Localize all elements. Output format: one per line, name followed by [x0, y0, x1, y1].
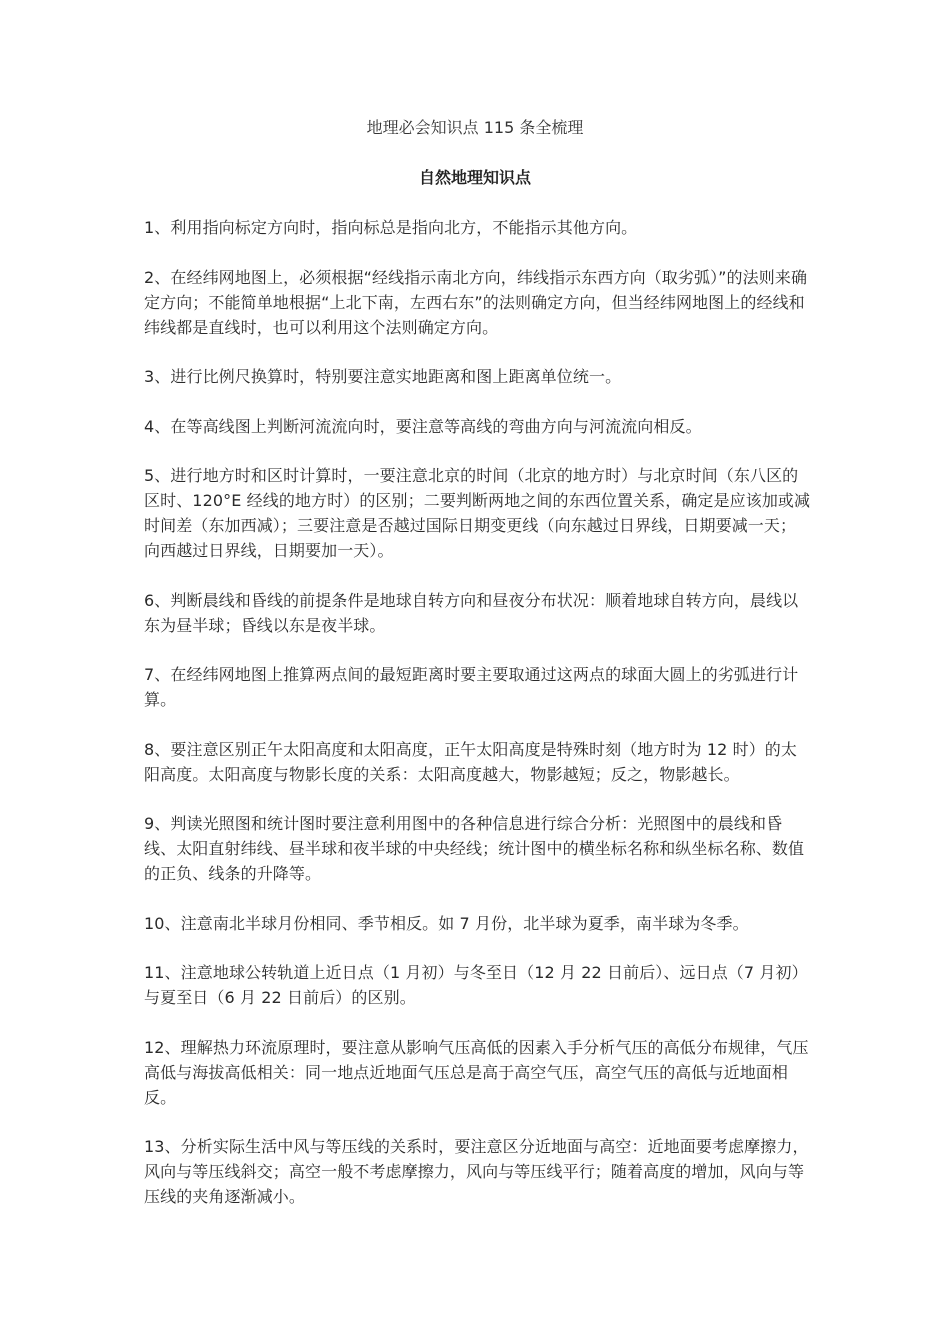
list-item-2: 2、在经纬网地图上，必须根据“经线指示南北方向，纬线指示东西方向（取劣弧）”的法则来确定方向；不能简单地根据“上北下南，左西右东”的法则确定方向，但当经纬网地图上的经线和纬线都是直线时，也可以利用这个法则确定方向。	[144, 267, 808, 337]
list-item-11: 11、注意地球公转轨道上近日点（1 月初）与冬至日（12 月 22 日前后）、远日点（7 月初）与夏至日（6 月 22 日前后）的区别。	[144, 963, 808, 1007]
section-heading: 自然地理知识点	[418, 168, 531, 187]
list-item-1: 1、利用指向标定方向时，指向标总是指向北方，不能指示其他方向。	[144, 218, 638, 237]
document-title: 地理必会知识点 115 条全梳理	[366, 118, 584, 137]
list-item-6: 6、判断晨线和昏线的前提条件是地球自转方向和昼夜分布状况：顺着地球自转方向，晨线以东为昼半球；昏线以东是夜半球。	[144, 590, 799, 635]
list-item-13: 13、分析实际生活中风与等压线的关系时，要注意区分近地面与高空：近地面要考虑摩擦力，风向与等压线斜交；高空一般不考虑摩擦力，风向与等压线平行；随着高度的增加，风向与等压线的夹角逐渐减小。	[144, 1137, 809, 1206]
list-item-4: 4、在等高线图上判断河流流向时，要注意等高线的弯曲方向与河流流向相反。	[144, 416, 702, 436]
list-item-9: 9、判读光照图和统计图时要注意利用图中的各种信息进行综合分析：光照图中的晨线和昏线、太阳直射纬线、昼半球和夜半球的中央经线；统计图中的横坐标名称和纵坐标名称、数值的正负、线条的升降等。	[144, 814, 805, 883]
list-item-3: 3、进行比例尺换算时，特别要注意实地距离和图上距离单位统一。	[144, 367, 622, 386]
knowledge-point-list	[144, 215, 812, 1234]
list-item-7: 7、在经纬网地图上推算两点间的最短距离时要主要取通过这两点的球面大圆上的劣弧进行计算。	[144, 665, 799, 709]
list-item-8: 8、要注意区别正午太阳高度和太阳高度，正午太阳高度是特殊时刻（地方时为 12 时）的太阳高度。太阳高度与物影长度的关系：太阳高度越大，物影越短；反之，物影越长。	[144, 739, 798, 784]
list-item-5: 5、进行地方时和区时计算时，一要注意北京的时间（北京的地方时）与北京时间（东八区的区时、120°E 经线的地方时）的区别；二要判断两地之间的东西位置关系，确定是应该加或减时间差（东加西减）；三要注意是否越过国际日期变更线（向东越过日界线，日期要减一天；向西越过日界线，日期要加一天）。	[144, 466, 811, 560]
list-item-10: 10、注意南北半球月份相同、季节相反。如 7 月份，北半球为夏季，南半球为冬季。	[144, 913, 749, 933]
list-item-12: 12、理解热力环流原理时，要注意从影响气压高低的因素入手分析气压的高低分布规律，气压高低与海拔高低相关：同一地点近地面气压总是高于高空气压，高空气压的高低与近地面相反。	[144, 1037, 809, 1107]
